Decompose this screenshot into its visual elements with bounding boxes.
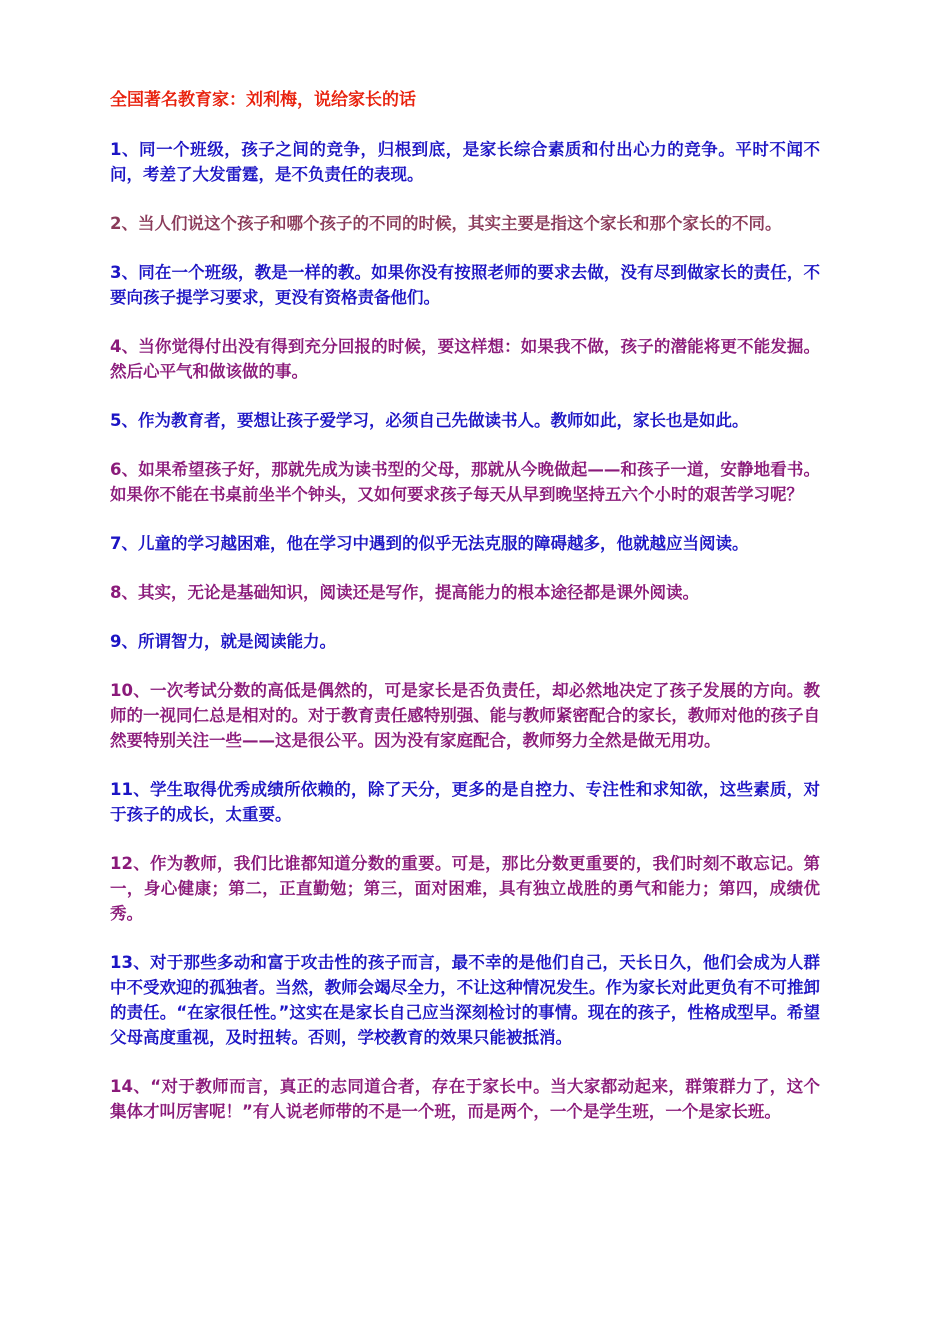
paragraph-5: 5、作为教育者，要想让孩子爱学习，必须自己先做读书人。教师如此，家长也是如此。 (110, 411, 749, 430)
paragraph-list (110, 137, 820, 1124)
document-page (110, 88, 820, 1148)
paragraph-13: 13、对于那些多动和富于攻击性的孩子而言，最不幸的是他们自己，天长日久，他们会成为人群中不受欢迎的孤独者。当然，教师会竭尽全力，不让这种情况发生。作为家长对此更负有不可推卸的责任。“在家很任性。”这实在是家长自己应当深刻检讨的事情。现在的孩子，性格成型早。希望父母高度重视，及时扭转。否则，学校教育的效果只能被抵消。 (110, 953, 820, 1047)
paragraph-12: 12、作为教师，我们比谁都知道分数的重要。可是，那比分数更重要的，我们时刻不敢忘记。第一，身心健康；第二，正直勤勉；第三，面对困难，具有独立战胜的勇气和能力；第四，成绩优秀。 (110, 854, 820, 923)
paragraph-7: 7、儿童的学习越困难，他在学习中遇到的似乎无法克服的障碍越多，他就越应当阅读。 (110, 534, 749, 553)
document-title: 全国著名教育家：刘利梅，说给家长的话 (110, 90, 416, 110)
paragraph-2: 2、当人们说这个孩子和哪个孩子的不同的时候，其实主要是指这个家长和那个家长的不同。 (110, 214, 782, 233)
paragraph-4: 4、当你觉得付出没有得到充分回报的时候，要这样想：如果我不做，孩子的潜能将更不能发掘。然后心平气和做该做的事。 (110, 337, 820, 381)
paragraph-9: 9、所谓智力，就是阅读能力。 (110, 632, 336, 651)
paragraph-3: 3、同在一个班级，教是一样的教。如果你没有按照老师的要求去做，没有尽到做家长的责任，不要向孩子提学习要求，更没有资格责备他们。 (110, 263, 820, 307)
paragraph-10: 10、一次考试分数的高低是偶然的，可是家长是否负责任，却必然地决定了孩子发展的方向。教师的一视同仁总是相对的。对于教育责任感特别强、能与教师紧密配合的家长，教师对他的孩子自然要特别关注一些——这是很公平。因为没有家庭配合，教师努力全然是做无用功。 (110, 681, 820, 750)
paragraph-8: 8、其实，无论是基础知识，阅读还是写作，提高能力的根本途径都是课外阅读。 (110, 583, 699, 602)
paragraph-14: 14、“对于教师而言，真正的志同道合者，存在于家长中。当大家都动起来，群策群力了，这个集体才叫厉害呢！”有人说老师带的不是一个班，而是两个，一个是学生班，一个是家长班。 (110, 1077, 820, 1121)
paragraph-11: 11、学生取得优秀成绩所依赖的，除了天分，更多的是自控力、专注性和求知欲，这些素质，对于孩子的成长，太重要。 (110, 780, 820, 824)
paragraph-6: 6、如果希望孩子好，那就先成为读书型的父母，那就从今晚做起——和孩子一道，安静地看书。如果你不能在书桌前坐半个钟头，又如何要求孩子每天从早到晚坚持五六个小时的艰苦学习呢？ (110, 460, 820, 504)
paragraph-1: 1、同一个班级，孩子之间的竞争，归根到底，是家长综合素质和付出心力的竞争。平时不闻不问，考差了大发雷霆，是不负责任的表现。 (110, 140, 820, 184)
